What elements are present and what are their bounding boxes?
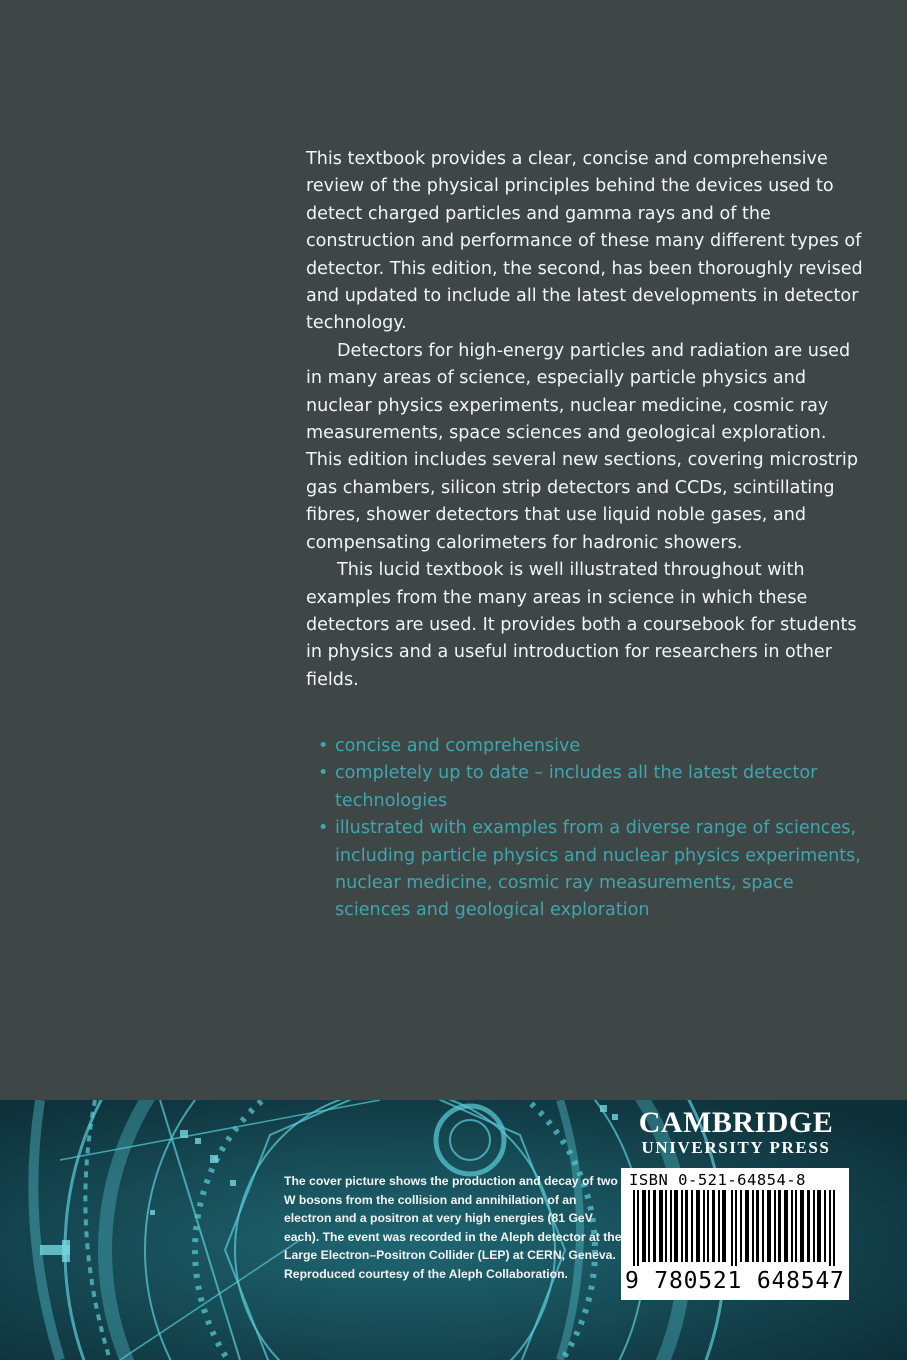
bullet-icon: • — [318, 818, 329, 839]
feature-item — [318, 760, 866, 815]
barcode-icon — [625, 1190, 845, 1268]
feature-text: concise and comprehensive — [335, 736, 581, 756]
isbn-number: ISBN 0-521-64854-8 — [629, 1171, 806, 1189]
isbn-barcode-box — [621, 1168, 849, 1300]
publisher-subtitle: UNIVERSITY PRESS — [641, 1138, 831, 1157]
feature-item — [318, 733, 866, 760]
feature-text: illustrated with examples from a diverse range of sciences, including particle physics and nuclear physics experiments, nuclear medicine, cosmic ray measurements, space sciences and geological exploration — [335, 818, 861, 921]
feature-list — [318, 733, 866, 925]
publisher-logo — [618, 1107, 854, 1157]
feature-text: completely up to date – includes all the latest detector technologies — [335, 763, 818, 811]
bullet-icon: • — [318, 763, 329, 784]
bullet-icon: • — [318, 736, 329, 756]
blurb-paragraph-1: This textbook provides a clear, concise and comprehensive review of the physical principles behind the devices used to detect charged particles and gamma rays and of the construction and performance of these many different types of detector. This edition, the second, has been thoroughly revised and updated to include all the latest developments in detector technology. — [306, 149, 863, 334]
feature-item — [318, 815, 866, 925]
publisher-name: CAMBRIDGE — [638, 1106, 834, 1139]
ean-digits: 9 780521 648547 — [625, 1266, 847, 1296]
cover-caption: The cover picture shows the production and decay of two W bosons from the collision and annihilation of an electron and a positron at very high energies (81 GeV each). The event was recorded in the Aleph detector at the Large Electron–Positron Collider (LEP) at CERN, Geneva. Reproduced courtesy of the Aleph Collaboration. — [284, 1174, 622, 1281]
blurb — [306, 146, 866, 694]
blurb-paragraph-2: Detectors for high-energy particles and radiation are used in many areas of science, especially particle physics and nuclear physics experiments, nuclear medicine, cosmic ray measurements, space sciences and geological exploration. This edition includes several new sections, covering microstrip gas chambers, silicon strip detectors and CCDs, scintillating fibres, shower detectors that use liquid noble gases, and compensating calorimeters for hadronic showers. — [306, 340, 858, 553]
blurb-paragraph-3: This lucid textbook is well illustrated throughout with examples from the many areas in science in which these detectors are used. It provides both a coursebook for students in physics and a useful introduction for researchers in other fields. — [306, 560, 857, 690]
